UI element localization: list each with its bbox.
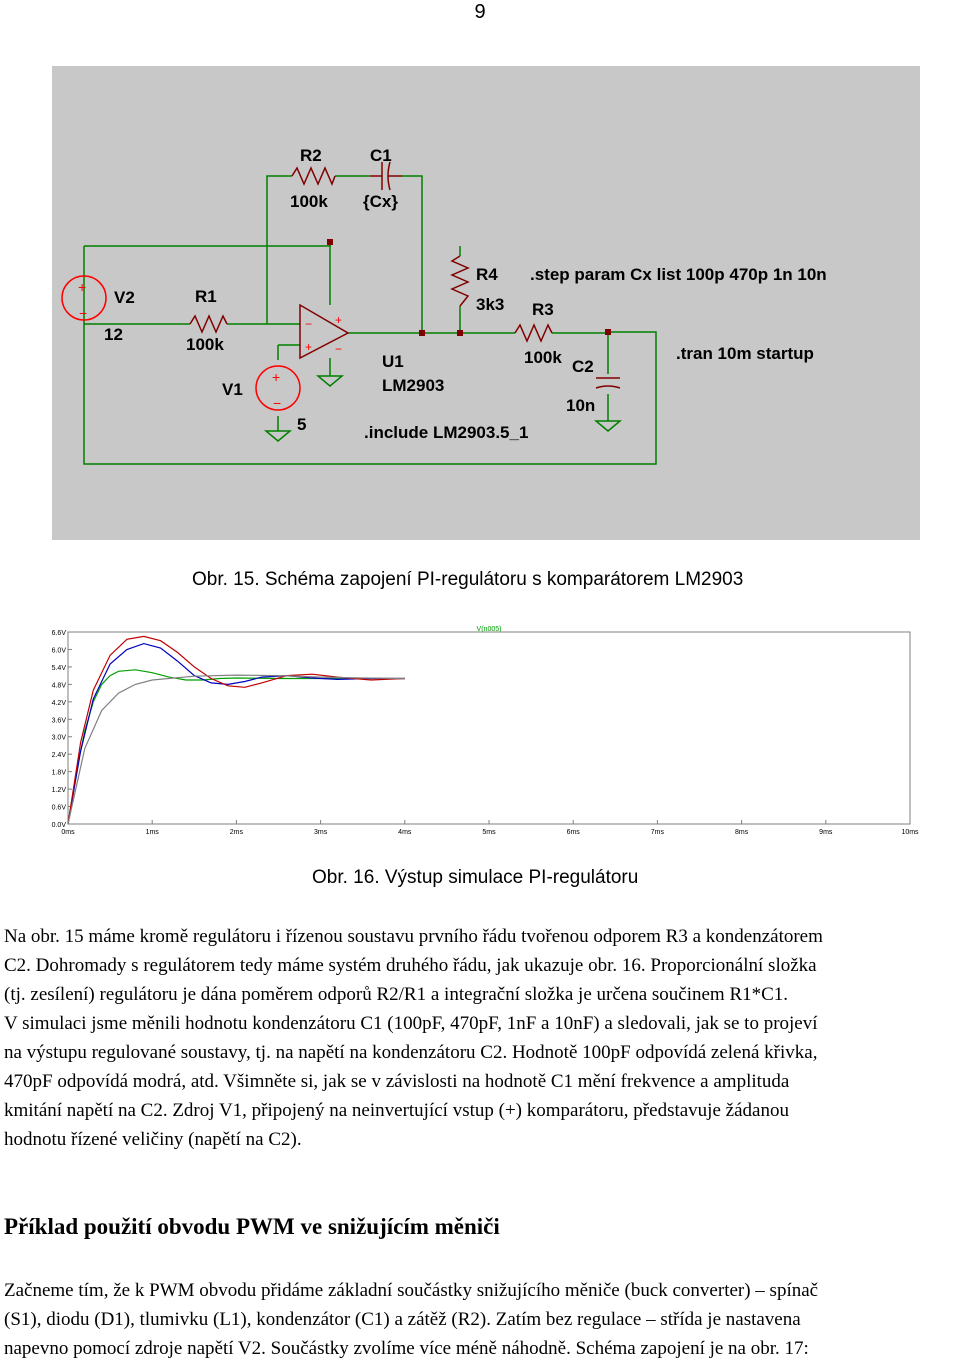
r4-value: 3k3 <box>476 295 505 314</box>
u1-name: U1 <box>382 352 404 371</box>
y-tick-label: 3.6V <box>51 717 66 725</box>
c1-name: C1 <box>370 146 392 165</box>
paragraph-1-line: hodnotu řízené veličiny (napětí na C2). <box>4 1129 302 1150</box>
v2-value: 12 <box>104 325 123 344</box>
x-tick-label: 2ms <box>229 829 244 836</box>
x-tick-label: 0ms <box>61 829 75 836</box>
x-tick-label: 8ms <box>734 829 749 836</box>
x-tick-label: 6ms <box>566 829 580 836</box>
x-tick-label: 5ms <box>482 829 496 836</box>
c1-value: {Cx} <box>363 192 398 211</box>
plot-grid <box>68 632 910 824</box>
x-tick-label: 9ms <box>819 829 833 836</box>
svg-text:+: + <box>272 369 281 385</box>
plot-trace-title: V(n005) <box>476 626 502 633</box>
paragraph-1-line: 470pF odpovídá modrá, atd. Všimněte si, jak se v závislosti na hodnotě C1 mění frekvence a amplituda <box>4 1071 790 1092</box>
svg-text:−: − <box>273 395 282 411</box>
figure16-caption: Obr. 16. Výstup simulace PI-regulátoru <box>312 867 639 888</box>
svg-text:+: + <box>335 313 343 327</box>
paragraph-1-line: V simulaci jsme měnili hodnotu kondenzátoru C1 (100pF, 470pF, 1nF a 10nF) a sledovali, jak se to projeví <box>4 1013 818 1034</box>
paragraph-1-line: kmitání napětí na C2. Zdroj V1, připojený na neinvertující vstup (+) komparátoru, představuje žádanou <box>4 1100 789 1121</box>
schematic-figure <box>52 66 920 540</box>
step-directive: .step param Cx list 100p 470p 1n 10n <box>530 265 827 284</box>
plot-svg <box>48 622 928 844</box>
r2-value: 100k <box>290 192 328 211</box>
r2-name: R2 <box>300 146 322 165</box>
svg-text:−: − <box>305 317 313 331</box>
paragraph-2-line: napevno pomocí zdroje napětí V2. Součástky zvolíme více méně náhodně. Schéma zapojení je na obr. 17: <box>4 1338 809 1359</box>
r3-value: 100k <box>524 348 562 367</box>
paragraph-1-line: C2. Dohromady s regulátorem tedy máme systém druhého řádu, jak ukazuje obr. 16. Proporcionální složka <box>4 955 817 976</box>
r4-name: R4 <box>476 265 498 284</box>
x-tick-label: 1ms <box>145 829 159 836</box>
simulation-plot <box>48 622 928 844</box>
v1-name: V1 <box>222 380 243 399</box>
svg-text:+: + <box>78 279 87 295</box>
y-tick-label: 6.6V <box>51 630 66 637</box>
u1-value: LM2903 <box>382 376 445 395</box>
x-tick-label: 4ms <box>398 829 412 836</box>
c2-name: C2 <box>572 357 594 376</box>
y-tick-label: 0.6V <box>51 804 66 812</box>
paragraph-1-line: na výstupu regulované soustavy, tj. na napětí na kondenzátoru C2. Hodnotě 100pF odpovídá zelená křivka, <box>4 1042 818 1063</box>
x-tick-label: 10ms <box>901 829 919 836</box>
paragraph-1-line: Na obr. 15 máme kromě regulátoru i řízenou soustavu prvního řádu tvořenou odporem R3 a kondenzátorem <box>4 926 823 947</box>
schematic-svg <box>52 66 920 540</box>
y-tick-label: 0.0V <box>51 822 66 829</box>
r3-name: R3 <box>532 300 554 319</box>
y-tick-label: 5.4V <box>51 664 66 672</box>
paragraph-2-line: (S1), diodu (D1), tlumivku (L1), kondenzátor (C1) a zátěž (R2). Zatím bez regulace – střída je nastavena <box>4 1309 801 1330</box>
paragraph-1 <box>4 922 958 1154</box>
y-tick-label: 2.4V <box>51 752 66 760</box>
svg-text:−: − <box>335 342 343 356</box>
c2-value: 10n <box>566 396 596 415</box>
paragraph-2-line: Začneme tím, že k PWM obvodu přidáme základní součástky snižujícího měniče (buck converter) – spínač <box>4 1280 819 1301</box>
tran-directive: .tran 10m startup <box>676 344 814 363</box>
svg-text:−: − <box>79 305 88 321</box>
x-tick-label: 7ms <box>650 829 665 836</box>
section-heading: Příklad použití obvodu PWM ve snižujícím měniči <box>4 1214 500 1239</box>
include-directive: .include LM2903.5_1 <box>364 423 529 442</box>
y-tick-label: 3.0V <box>51 734 66 742</box>
r1-value: 100k <box>186 335 224 354</box>
paragraph-1-line: (tj. zesílení) regulátoru je dána poměrem odporů R2/R1 a integrační složka je určena součinem R1*C1. <box>4 984 789 1005</box>
y-tick-label: 1.8V <box>51 769 66 777</box>
v2-name: V2 <box>114 288 135 307</box>
svg-text:+: + <box>305 340 313 354</box>
y-tick-label: 4.2V <box>51 699 66 707</box>
r1-name: R1 <box>195 287 217 306</box>
y-tick-label: 1.2V <box>51 787 66 795</box>
x-tick-label: 3ms <box>313 829 328 836</box>
plot-frame <box>68 632 910 824</box>
y-tick-label: 6.0V <box>51 647 66 655</box>
y-tick-label: 4.8V <box>51 682 66 690</box>
v1-value: 5 <box>297 415 307 434</box>
page-number: 9 <box>474 1 486 23</box>
figure15-caption: Obr. 15. Schéma zapojení PI-regulátoru s komparátorem LM2903 <box>192 569 744 590</box>
paragraph-2 <box>4 1276 958 1363</box>
